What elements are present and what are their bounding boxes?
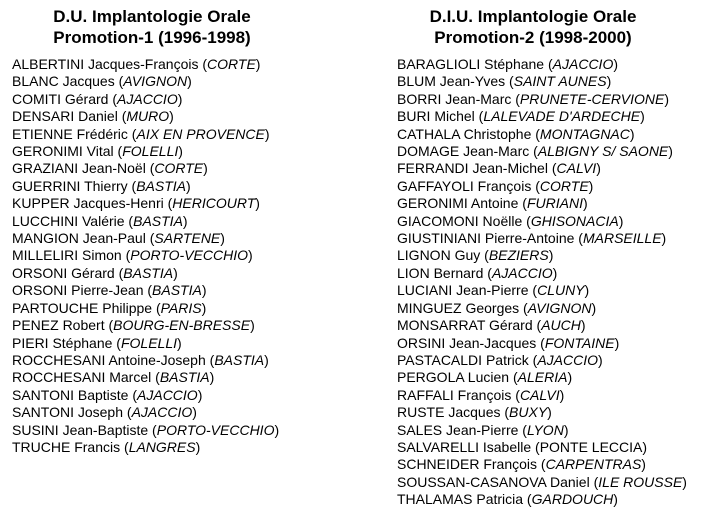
city-name: BASTIA	[214, 351, 265, 368]
person-name: BARAGLIOLI Stéphane	[397, 56, 545, 72]
list-item: ROCCHESANI Antoine-Joseph (BASTIA)	[12, 351, 269, 368]
promotion-2-column	[397, 6, 717, 509]
city-name: CORTE	[154, 160, 204, 177]
city-name: MURO	[126, 108, 170, 125]
promotion-1-title: D.U. Implantologie Orale	[53, 7, 251, 26]
list-item: FERRANDI Jean-Michel (CALVI)	[397, 160, 601, 177]
list-item: DOMAGE Jean-Marc (ALBIGNY S/ SAONE)	[397, 143, 673, 160]
list-item: GRAZIANI Jean-Noël (CORTE)	[12, 160, 208, 177]
city-name: BASTIA	[136, 177, 187, 194]
promotion-1-heading	[2, 6, 302, 48]
list-item: KUPPER Jacques-Henri (HERICOURT)	[12, 195, 260, 212]
person-name: LUCIANI Jean-Pierre	[397, 282, 529, 299]
city-name: PARIS	[160, 299, 202, 316]
city-name: CARPENTRAS	[545, 456, 642, 473]
city-name: AVIGNON	[527, 299, 592, 316]
city-name: BUXY	[509, 404, 548, 421]
person-name: CATHALA Christophe	[397, 125, 532, 142]
person-name: COMITI Gérard	[12, 90, 109, 107]
list-item: TRUCHE Francis (LANGRES)	[12, 438, 201, 455]
person-name: ETIENNE Frédéric	[12, 125, 128, 142]
person-name: ALBERTINI Jacques-François	[12, 56, 199, 72]
city-name: BASTIA	[123, 264, 174, 281]
list-item: ALBERTINI Jacques-François (CORTE)	[12, 56, 261, 72]
person-name: PARTOUCHE Philippe	[12, 299, 153, 316]
list-item: ETIENNE Frédéric (AIX EN PROVENCE)	[12, 125, 270, 142]
city-name: AJACCIO	[491, 264, 553, 281]
person-name: BLUM Jean-Yves	[397, 73, 506, 90]
city-name: GARDOUCH	[531, 491, 614, 508]
person-name: RAFFALI François	[397, 386, 512, 403]
person-name: THALAMAS Patricia	[397, 491, 524, 508]
city-name: CALVI	[519, 386, 560, 403]
list-item: ORSONI Pierre-Jean (BASTIA)	[12, 282, 207, 299]
city-name: ALBIGNY S/ SAONE	[537, 143, 669, 160]
list-item: SANTONI Joseph (AJACCIO)	[12, 404, 197, 421]
list-item: MILLELIRI Simon (PORTO-VECCHIO)	[12, 247, 253, 264]
list-item: RAFFALI François (CALVI)	[397, 386, 565, 403]
city-name: AJACCIO	[137, 386, 198, 403]
city-name: BOURG-EN-BRESSE	[113, 317, 251, 334]
person-name: PENEZ Robert	[12, 317, 105, 334]
city-name: AIX EN PROVENCE	[136, 125, 265, 142]
person-name: DENSARI Daniel	[12, 108, 118, 125]
person-name: SUSINI Jean-Baptiste	[12, 421, 149, 438]
person-name: MONSARRAT Gérard	[397, 317, 533, 334]
list-item: PENEZ Robert (BOURG-EN-BRESSE)	[12, 317, 255, 334]
city-name: GHISONACIA	[530, 212, 619, 229]
list-item: PERGOLA Lucien (ALERIA)	[397, 369, 573, 386]
person-name: RUSTE Jacques	[397, 404, 501, 421]
list-item: GUERRINI Thierry (BASTIA)	[12, 177, 191, 194]
promotion-2-list	[397, 56, 717, 509]
promotion-2-heading	[383, 6, 683, 48]
city-name: AJACCIO	[537, 351, 598, 368]
city-name: AJACCIO	[117, 90, 178, 107]
list-item: GIUSTINIANI Pierre-Antoine (MARSEILLE)	[397, 230, 667, 247]
city-name: LYON	[526, 421, 564, 438]
list-item: LIGNON Guy (BEZIERS)	[397, 247, 554, 264]
list-item: PASTACALDI Patrick (AJACCIO)	[397, 351, 603, 368]
person-name: ORSONI Gérard	[12, 264, 115, 281]
list-item: MINGUEZ Georges (AVIGNON)	[397, 299, 597, 316]
promotion-1-column	[12, 6, 352, 456]
city-name: AVIGNON	[123, 73, 188, 90]
person-name: LION Bernard	[397, 264, 484, 281]
city-name: BASTIA	[159, 369, 210, 386]
list-item: LUCIANI Jean-Pierre (CLUNY)	[397, 282, 590, 299]
person-name: SANTONI Baptiste	[12, 386, 129, 403]
person-name: ROCCHESANI Antoine-Joseph	[12, 351, 206, 368]
list-item: SALVARELLI Isabelle (PONTE LECCIA)	[397, 438, 648, 455]
person-name: TRUCHE Francis	[12, 438, 121, 455]
city-name: MARSEILLE	[582, 230, 662, 247]
city-name: BEZIERS	[488, 247, 549, 264]
list-item: BURI Michel (LALEVADE D'ARDECHE)	[397, 108, 645, 125]
city-name: FURIANI	[526, 195, 583, 212]
promotion-1-list	[12, 56, 352, 456]
person-name: FERRANDI Jean-Michel	[397, 160, 548, 177]
city-name: BASTIA	[133, 212, 183, 229]
person-name: BURI Michel	[397, 108, 475, 125]
city-name: CLUNY	[537, 282, 585, 299]
person-name: MILLELIRI Simon	[12, 247, 122, 264]
person-name: PERGOLA Lucien	[397, 369, 510, 386]
person-name: MINGUEZ Georges	[397, 299, 520, 316]
city-name: HERICOURT	[172, 195, 256, 212]
list-item: DENSARI Daniel (MURO)	[12, 108, 174, 125]
person-name: SALES Jean-Pierre	[397, 421, 519, 438]
city-name: BASTIA	[152, 282, 202, 299]
list-item: PARTOUCHE Philippe (PARIS)	[12, 299, 207, 316]
list-item: SCHNEIDER François (CARPENTRAS)	[397, 456, 646, 473]
city-name: MONTAGNAC	[539, 125, 630, 142]
list-item: GERONIMI Antoine (FURIANI)	[397, 195, 588, 212]
list-item: PIERI Stéphane (FOLELLI)	[12, 334, 182, 351]
city-name: PORTO-VECCHIO	[130, 247, 249, 264]
person-name: ROCCHESANI Marcel	[12, 369, 152, 386]
person-name: GERONIMI Antoine	[397, 195, 519, 212]
list-item: MANGION Jean-Paul (SARTENE)	[12, 230, 225, 247]
list-item: GIACOMONI Noëlle (GHISONACIA)	[397, 212, 624, 229]
person-name: LIGNON Guy	[397, 247, 481, 264]
list-item: BARAGLIOLI Stéphane (AJACCIO)	[397, 56, 619, 72]
person-name: GAFFAYOLI François	[397, 177, 532, 194]
list-item: SALES Jean-Pierre (LYON)	[397, 421, 569, 438]
city-name: FONTAINE	[544, 334, 615, 351]
list-item: ORSONI Gérard (BASTIA)	[12, 264, 178, 281]
list-item: SANTONI Baptiste (AJACCIO)	[12, 386, 203, 403]
city-name: AJACCIO	[131, 404, 193, 421]
list-item: BLUM Jean-Yves (SAINT AUNES)	[397, 73, 612, 90]
list-item: LUCCHINI Valérie (BASTIA)	[12, 212, 188, 229]
list-item: MONSARRAT Gérard (AUCH)	[397, 317, 586, 334]
city-name: AUCH	[541, 317, 581, 334]
person-name: GRAZIANI Jean-Noël	[12, 160, 146, 177]
person-name: PASTACALDI Patrick	[397, 351, 529, 368]
list-item: CATHALA Christophe (MONTAGNAC)	[397, 125, 635, 142]
city-name: ALERIA	[517, 369, 568, 386]
person-name: LUCCHINI Valérie	[12, 212, 125, 229]
list-item: SOUSSAN-CASANOVA Daniel (ILE ROUSSE)	[397, 473, 687, 490]
list-item: ORSINI Jean-Jacques (FONTAINE)	[397, 334, 620, 351]
city-name: SARTENE	[154, 230, 221, 247]
promotion-1-subtitle: Promotion-1 (1996-1998)	[53, 28, 251, 47]
city-name: PRUNETE-CERVIONE	[519, 90, 665, 107]
city-name: FOLELLI	[120, 334, 177, 351]
city-name: LALEVADE D'ARDECHE	[483, 108, 641, 125]
person-name: SCHNEIDER François	[397, 456, 538, 473]
list-item: BORRI Jean-Marc (PRUNETE-CERVIONE)	[397, 90, 670, 107]
list-item: BLANC Jacques (AVIGNON)	[12, 73, 192, 90]
person-name: DOMAGE Jean-Marc	[397, 143, 530, 160]
city-name: PORTO-VECCHIO	[156, 421, 275, 438]
city-name: ILE ROUSSE	[598, 473, 683, 490]
city-name: CORTE	[539, 177, 589, 194]
person-name: MANGION Jean-Paul	[12, 230, 146, 247]
list-item: LION Bernard (AJACCIO)	[397, 264, 558, 281]
list-item: COMITI Gérard (AJACCIO)	[12, 90, 183, 107]
person-name: BORRI Jean-Marc	[397, 90, 512, 107]
list-item: RUSTE Jacques (BUXY)	[397, 404, 552, 421]
person-name: GIACOMONI Noëlle	[397, 212, 523, 229]
person-name: SALVARELLI Isabelle	[397, 438, 532, 455]
person-name: KUPPER Jacques-Henri	[12, 195, 164, 212]
list-item: THALAMAS Patricia (GARDOUCH)	[397, 491, 618, 508]
person-name: SOUSSAN-CASANOVA Daniel	[397, 473, 590, 490]
list-item: GAFFAYOLI François (CORTE)	[397, 177, 594, 194]
list-item: ROCCHESANI Marcel (BASTIA)	[12, 369, 215, 386]
person-name: ORSINI Jean-Jacques	[397, 334, 537, 351]
person-name: GUERRINI Thierry	[12, 177, 128, 194]
person-name: BLANC Jacques	[12, 73, 115, 90]
city-name: PONTE LECCIA	[539, 438, 643, 455]
city-name: SAINT AUNES	[513, 73, 607, 90]
promotion-2-title: D.I.U. Implantologie Orale	[429, 7, 637, 26]
city-name: LANGRES	[128, 438, 196, 455]
person-name: PIERI Stéphane	[12, 334, 113, 351]
city-name: CALVI	[556, 160, 597, 177]
promotion-2-subtitle: Promotion-2 (1998-2000)	[434, 28, 632, 47]
list-item: SUSINI Jean-Baptiste (PORTO-VECCHIO)	[12, 421, 280, 438]
city-name: FOLELLI	[122, 143, 179, 160]
person-name: GIUSTINIANI Pierre-Antoine	[397, 230, 575, 247]
list-item: GERONIMI Vital (FOLELLI)	[12, 143, 183, 160]
city-name: AJACCIO	[552, 56, 614, 72]
city-name: CORTE	[207, 56, 256, 72]
person-name: GERONIMI Vital	[12, 143, 114, 160]
person-name: ORSONI Pierre-Jean	[12, 282, 144, 299]
person-name: SANTONI Joseph	[12, 404, 124, 421]
